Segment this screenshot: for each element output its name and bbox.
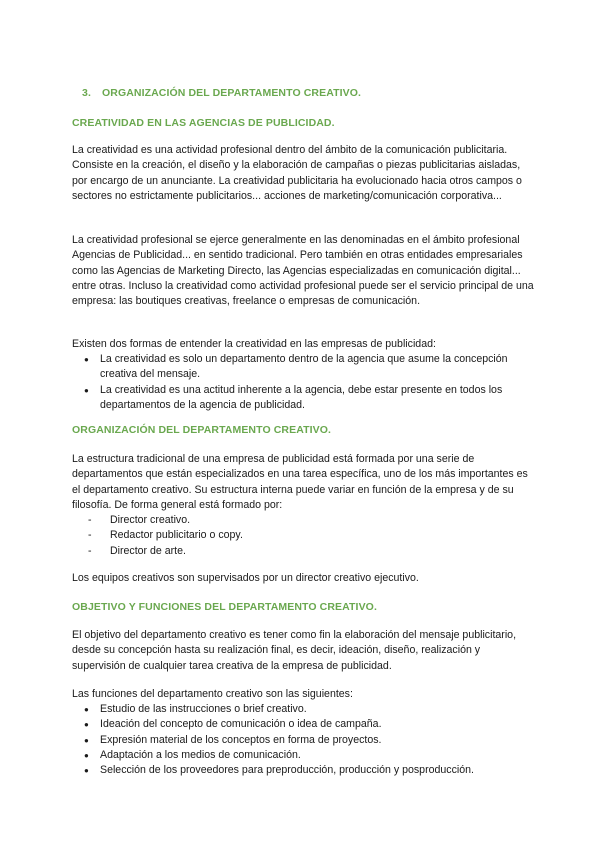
list-item: - Redactor publicitario o copy. xyxy=(72,528,534,543)
list-item: ● La creatividad es una actitud inherente a la agencia, debe estar presente en todos los departamentos de la agencia de publicidad. xyxy=(72,383,534,414)
main-heading-number: 3. xyxy=(82,87,91,99)
section-title-organizacion: ORGANIZACIÓN DEL DEPARTAMENTO CREATIVO. xyxy=(72,424,332,436)
list-item: ● Selección de los proveedores para preproducción, producción y posproducción. xyxy=(72,763,534,778)
bullet-list xyxy=(72,702,534,778)
main-heading-text: ORGANIZACIÓN DEL DEPARTAMENTO CREATIVO. xyxy=(102,87,362,99)
paragraph: Existen dos formas de entender la creatividad en las empresas de publicidad: xyxy=(72,338,436,350)
list-item: ● La creatividad es solo un departamento dentro de la agencia que asume la concepción creativa del mensaje. xyxy=(72,352,534,383)
list-item: ● Ideación del concepto de comunicación o idea de campaña. xyxy=(72,717,534,732)
section-title-objetivo: OBJETIVO Y FUNCIONES DEL DEPARTAMENTO CREATIVO. xyxy=(72,601,377,613)
list-item: - Director creativo. xyxy=(72,513,534,528)
list-item: - Director de arte. xyxy=(72,544,534,559)
paragraph: La creatividad profesional se ejerce generalmente en las denominadas en el ámbito profesional Agencias de Publicidad... en sentido tradicional. Pero también en otras entidades empresariales como las Agencias de Marketing Directo, las Agencias especializadas en comunicación digital... entre otras. Incluso la creatividad como actividad profesional puede ser el servicio principal de una empresa: las boutiques creativas, freelance o empresas de comunicación. xyxy=(72,234,534,308)
paragraph: El objetivo del departamento creativo es tener como fin la elaboración del mensaje publicitario, desde su concepción hasta su realización final, es decir, ideación, diseño, realización y supervisión de cualquier tarea creativa de la empresa de publicidad. xyxy=(72,629,517,672)
section-title-creatividad: CREATIVIDAD EN LAS AGENCIAS DE PUBLICIDAD. xyxy=(72,117,335,129)
paragraph: La creatividad es una actividad profesional dentro del ámbito de la comunicación publicitaria. Consiste en la creación, el diseño y la elaboración de campañas o piezas publicitarias aisladas, por encargo de un anunciante. La creatividad publicitaria ha evolucionado hacia otros campos o sectores no estrictamente publicitarios... acciones de marketing/comunicación corporativa... xyxy=(72,144,522,202)
paragraph: Las funciones del departamento creativo son las siguientes: xyxy=(72,688,353,700)
list-item: ● Estudio de las instrucciones o brief creativo. xyxy=(72,702,534,717)
paragraph: Los equipos creativos son supervisados por un director creativo ejecutivo. xyxy=(72,572,419,584)
main-heading xyxy=(82,87,361,99)
paragraph: La estructura tradicional de una empresa de publicidad está formada por una serie de departamentos que están especializados en una tarea específica, uno de los más importantes es el departamento creativo. Su estructura interna puede variar en función de la empresa y de su filosofía. De forma general está formado por: xyxy=(72,453,528,511)
bullet-list xyxy=(72,352,534,413)
list-item: ● Adaptación a los medios de comunicación. xyxy=(72,748,534,763)
dash-list xyxy=(72,513,534,559)
list-item: ● Expresión material de los conceptos en forma de proyectos. xyxy=(72,733,534,748)
